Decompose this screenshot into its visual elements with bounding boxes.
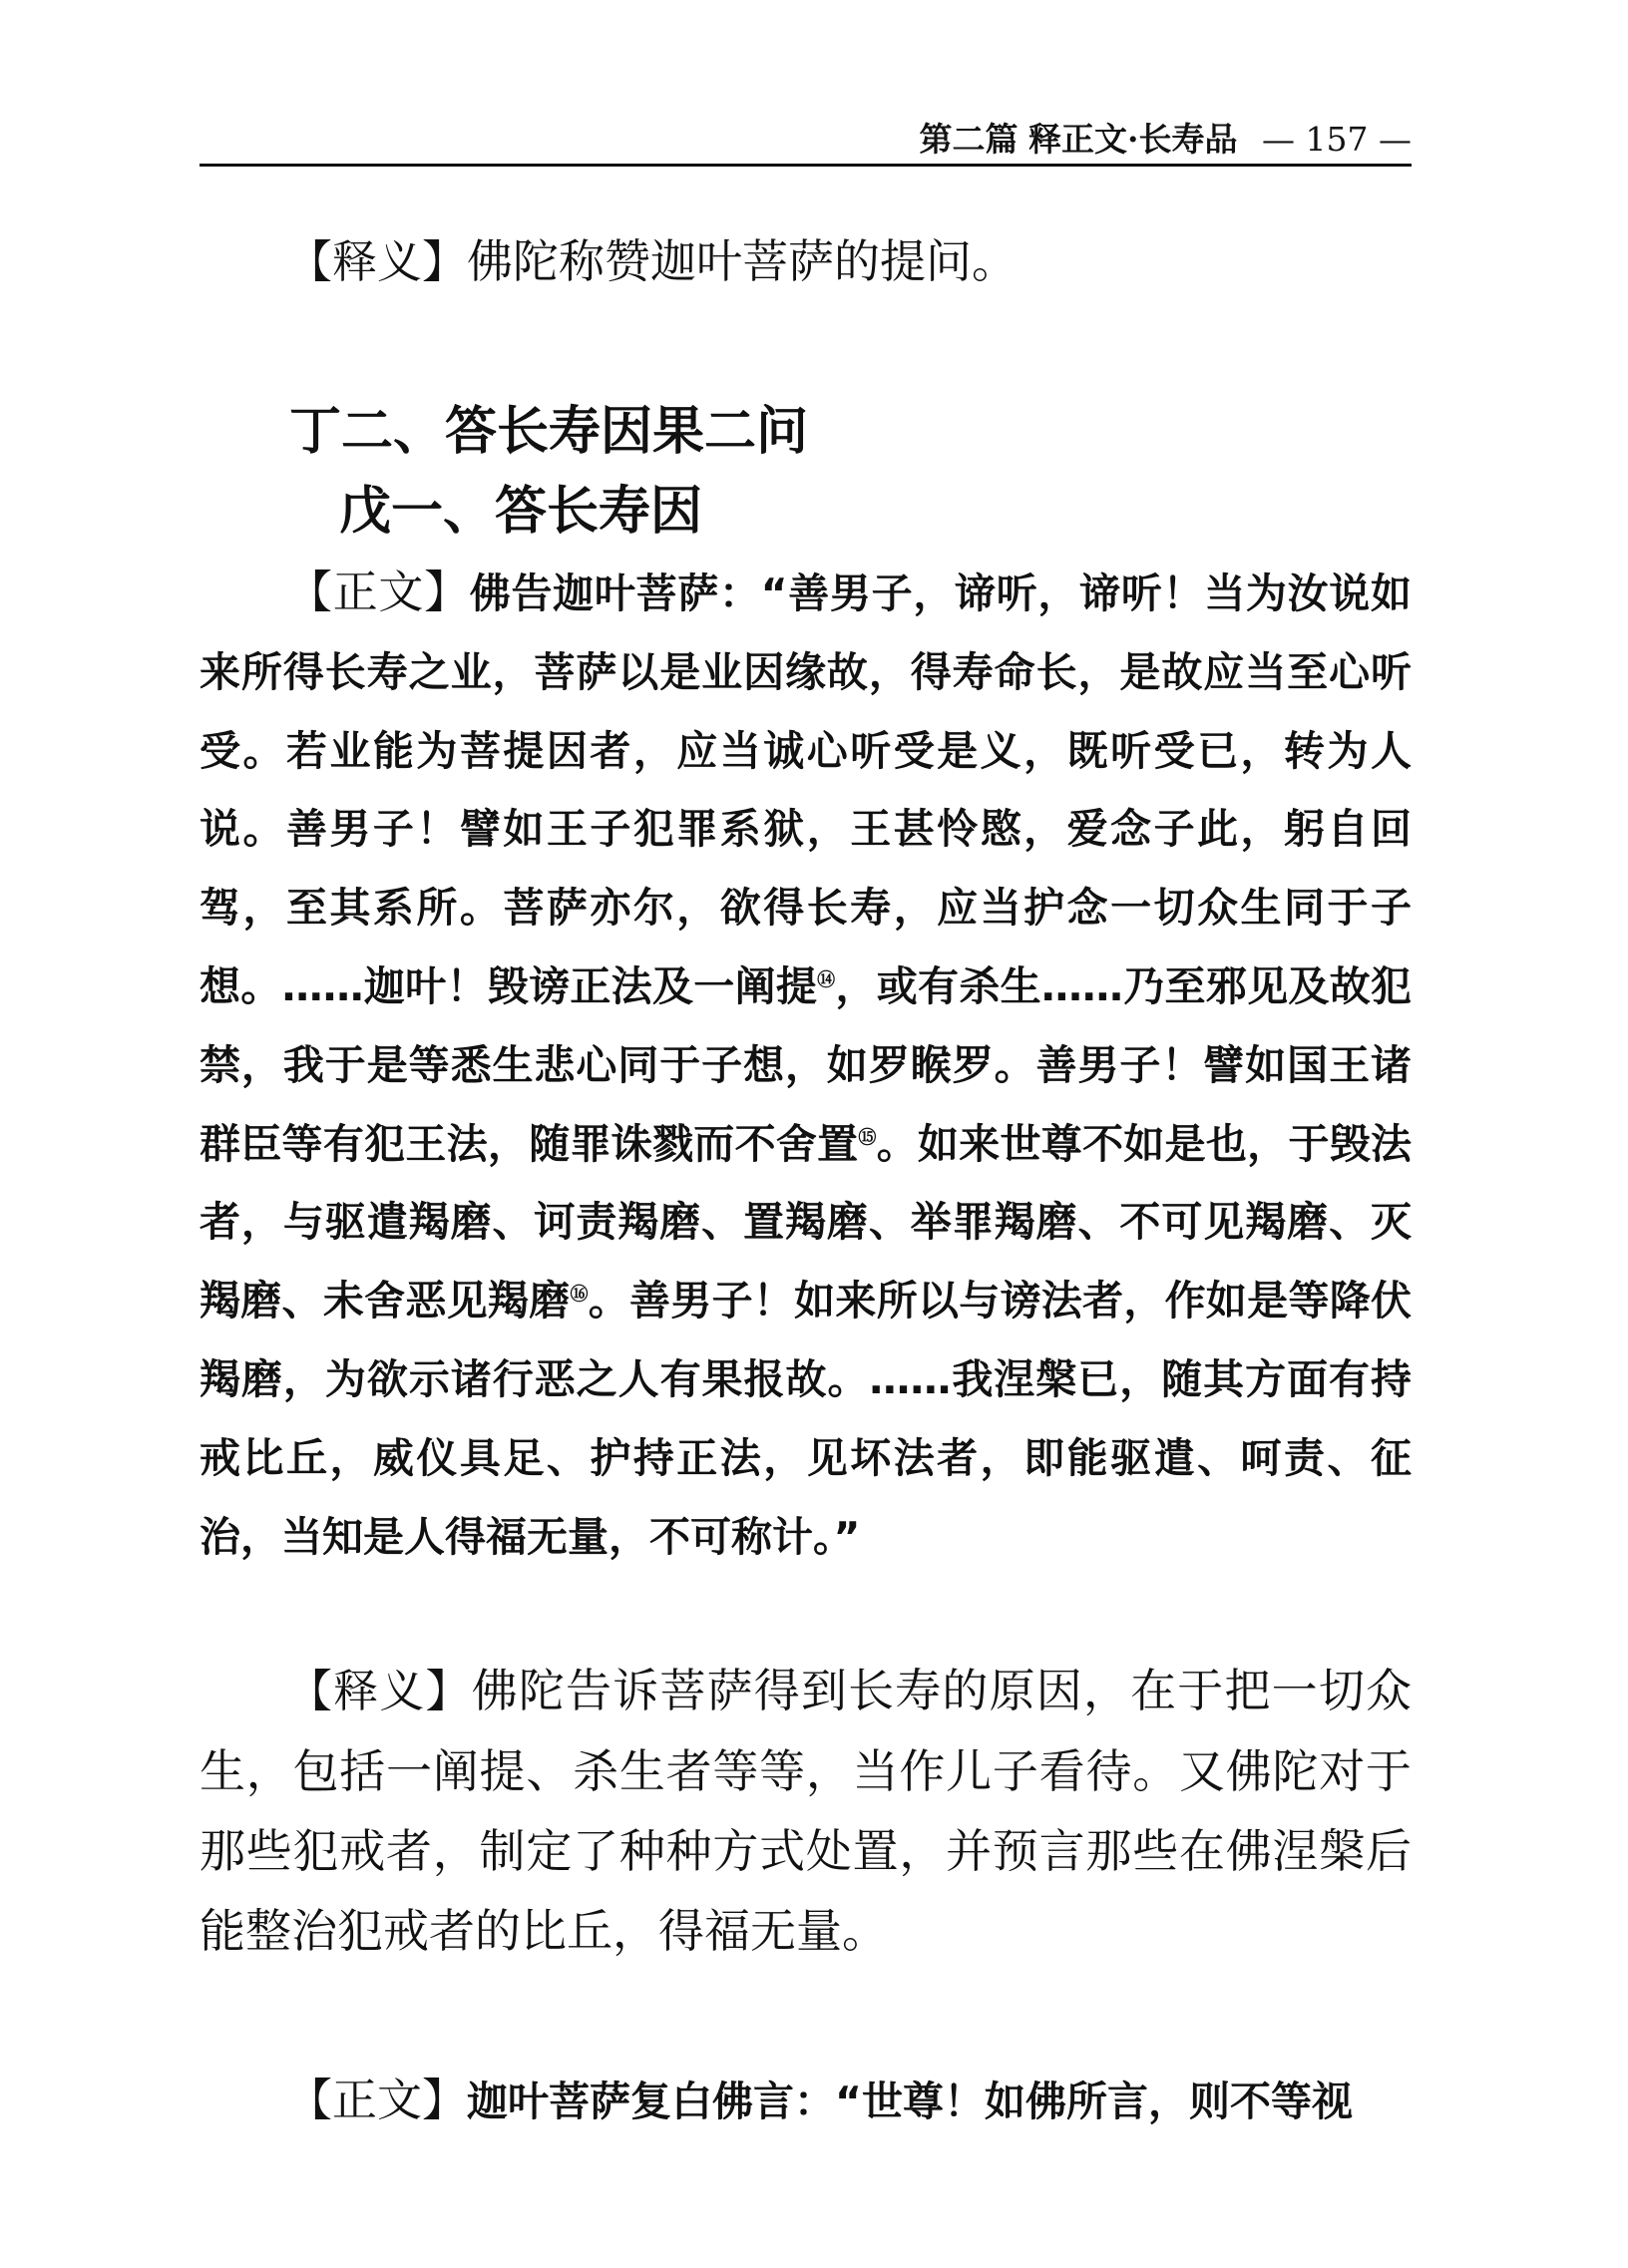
zhengwen-text-3: 。如来世尊不如是也，于毁法者，与驱遣羯磨、诃责羯磨、置羯磨、举罪羯磨、不可见羯磨、灭羯磨、未舍恶见羯磨 (200, 1119, 1413, 1325)
zhengwen-paragraph-2 (200, 2061, 1412, 2141)
zhengwen-text-2: ，或有杀生……乃至邪见及故犯禁，我于是等悉生悲心同于子想，如罗睺罗。善男子！譬如国王诸群臣等有犯王法，随罪诛戮而不舍置 (200, 961, 1413, 1168)
footnote-marker-14: ⑭ (817, 969, 836, 991)
zhengwen-label: 【正文】 (287, 2074, 468, 2126)
header-chapter: 第二篇 (919, 120, 1018, 159)
section-heading: 丁二、答长寿因果二问 (289, 401, 809, 462)
header-section: 释正文·长寿品 (1028, 120, 1238, 159)
running-header (200, 118, 1412, 167)
shiyi-paragraph-2 (200, 1651, 1412, 1971)
shiyi-label: 【释义】 (287, 235, 468, 288)
page-number: — 157 — (1262, 120, 1412, 159)
footnote-marker-15: ⑮ (858, 1126, 877, 1148)
shiyi-paragraph-1 (200, 221, 1412, 302)
shiyi-text: 佛陀告诉菩萨得到长寿的原因，在于把一切众生，包括一阐提、杀生者等等，当作儿子看待。又佛陀对于那些犯戒者，制定了种种方式处置，并预言那些在佛涅槃后能整治犯戒者的比丘，得福无量。 (200, 1664, 1412, 1958)
zhengwen-text: 迦叶菩萨复白佛言：“世尊！如佛所言，则不等视 (467, 2078, 1353, 2125)
zhengwen-text-1: 佛告迦叶菩萨：“善男子，谛听，谛听！当为汝说如来所得长寿之业，菩萨以是业因缘故，得寿命长，是故应当至心听受。若业能为菩提因者，应当诚心听受是义，既听受已，转为人说。善男子！譬如王子犯罪系狱，王甚怜愍，爱念子此，躬自回驾，至其系所。菩萨亦尔，欲得长寿，应当护念一切众生同于子想。……迦叶！毁谤正法及一阐提 (200, 569, 1412, 1010)
zhengwen-label: 【正文】 (287, 566, 470, 618)
zhengwen-text-4: 。善男子！如来所以与谤法者，作如是等降伏羯磨，为欲示诸行恶之人有果报故。……我涅槃已，随其方面有持戒比丘，威仪具足、护持正法，见坏法者，即能驱遣、呵责、征治，当知是人得福无量，不可称计。” (200, 1277, 1413, 1561)
subsection-heading: 戊一、答长寿因 (339, 481, 703, 542)
zhengwen-paragraph-1 (200, 554, 1412, 1576)
shiyi-label: 【释义】 (287, 1665, 472, 1717)
shiyi-text: 佛陀称赞迦叶菩萨的提问。 (467, 234, 1018, 288)
footnote-marker-16: ⑯ (570, 1284, 589, 1306)
